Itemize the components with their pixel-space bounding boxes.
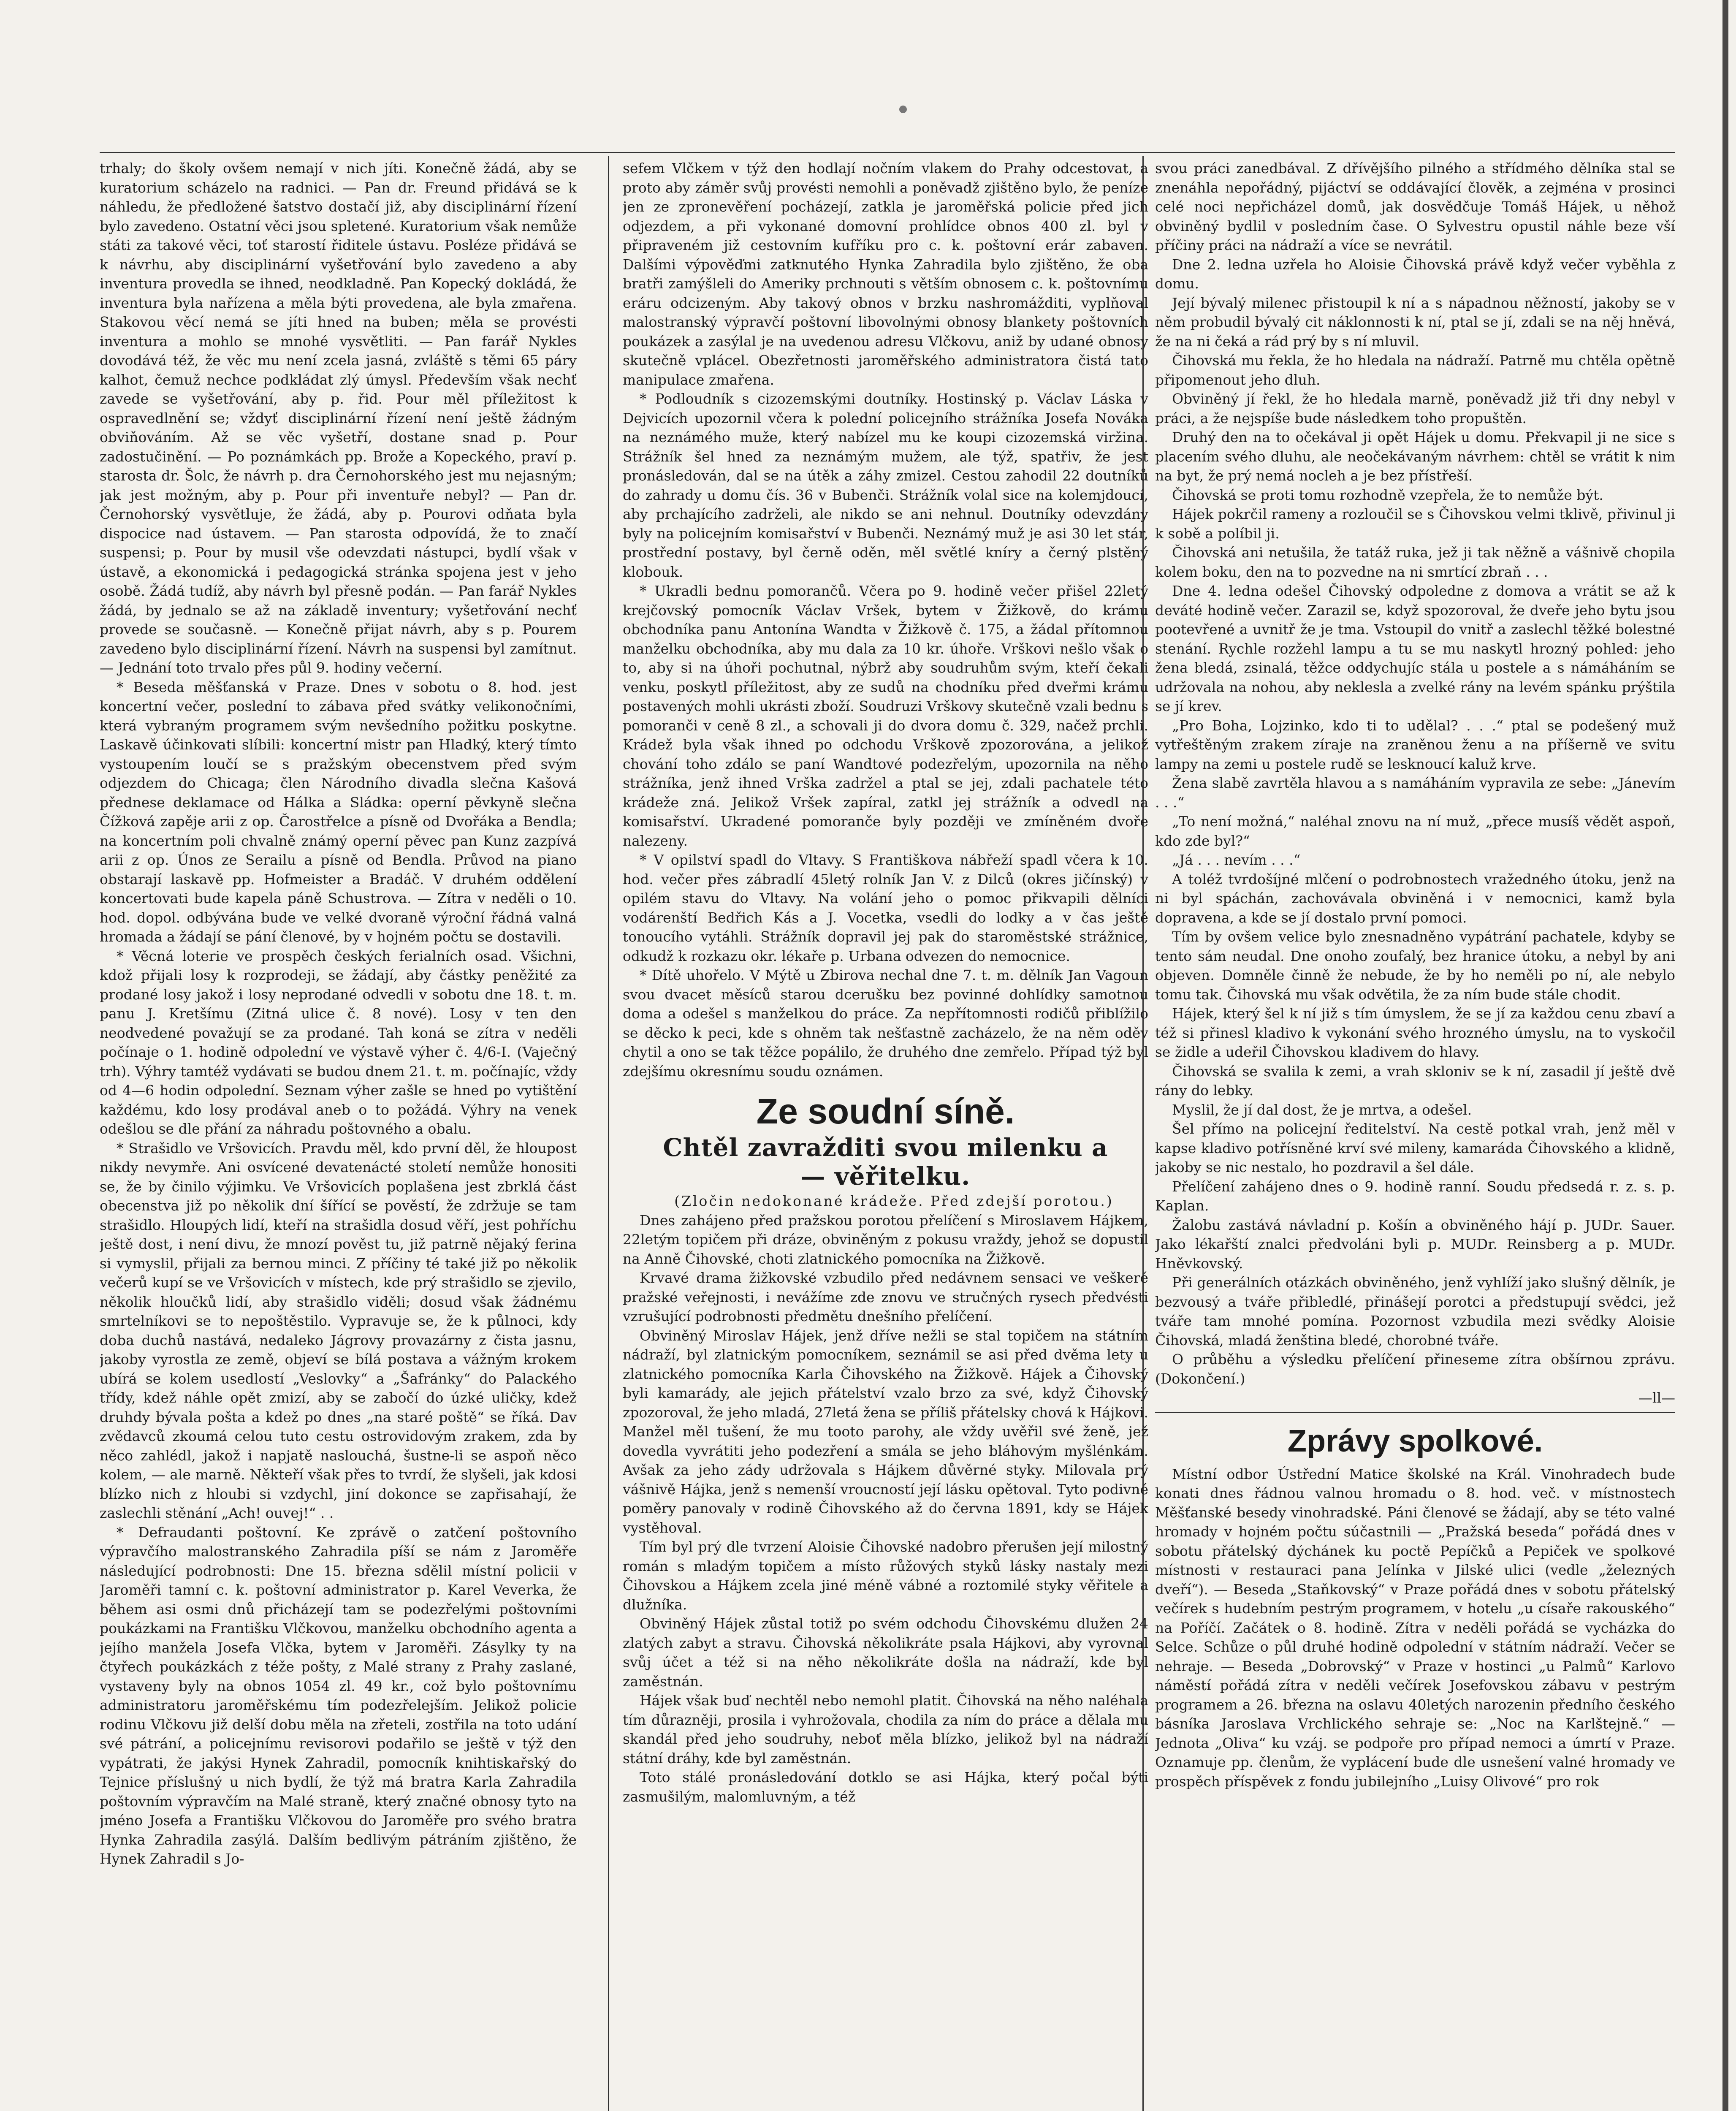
court-paragraph: Hájek, který šel k ní již s tím úmyslem, že se jí za každou cenu zbaví a též si přinesl kladivo k vykonání svého hrozného úmyslu, na to vyskočil se židle a udeřil Čihovskou kladivem do hlavy. (1155, 1005, 1675, 1060)
court-paragraph: Žena slabě zavrtěla hlavou a s namáháním vypravila ze sebe: „Jánevím . . .“ (1155, 775, 1675, 811)
column-rule-1 (608, 156, 609, 2111)
court-paragraph: Dne 2. ledna uzřela ho Aloisie Čihovská právě když večer vyběhla z domu. (1155, 256, 1675, 292)
page-edge-right (1722, 0, 1728, 2111)
court-paragraph: Obviněný Hájek zůstal totiž po svém odchodu Čihovskému dlužen 24 zlatých zabyt a stravu. Čihovská několikráte psala Hájkovi, aby vyrovnal svůj účet a též si na něho několikráte došla na nádraží, kde byl zaměstnán. (623, 1615, 1148, 1690)
court-paragraph: Čihovská mu řekla, že ho hledala na nádraží. Patrně mu chtěla opětně připomenout jeho dluh. (1155, 352, 1675, 388)
club-news-paragraph: Místní odbor Ústřední Matice školské na Král. Vinohradech bude konati dnes řádnou valnou hromadu o 8. hod. več. v místnostech Měšťanské besedy vinohradské. Páni členové se žádají, aby se této valné hromady v hojném počtu súčastnili — „Pražská beseda“ pořádá dnes v sobotu přátelský dýchánek ku poctě Pepíčků a Pepiček ve spolkové místnosti v restauraci pana Jelínka v Jilské ulici (vedle „železných dveří“). — Beseda „Staňkovský“ v Praze pořádá dnes v sobotu přátelský večírek s hudebním pestrým programem, v hotelu „u císaře rakouského“ na Poříčí. Začátek o 8. hodině. Zítra v neděli pořádá se vycházka do Selce. Schůze o půl druhé hodině odpolední v státním nádraží. Večer se nehraje. — Beseda „Dobrovský“ v Praze v hostinci „u Palmů“ Karlovo náměstí pořádá zítra v neděli večírek Josefovskou zábavu v pestrým programem a 26. března na oslavu 40letých narozenin předního českého básníka Jaroslava Vrchlického sehraje se: „Noc na Karlštejně.“ — Jednota „Oliva“ ku vzáj. se podpoře pro případ nemoci a úmrtí v Praze. Oznamuje pp. členům, že vyplácení bude dle usnešení valné hromady ve prospěch příspěvek z fondu jubilejního „Luisy Olivové“ pro rok (1155, 1465, 1675, 1790)
court-paragraph: „To není možná,“ naléhal znovu na ní muž, „přece musíš vědět aspoň, kdo zde byl?“ (1155, 813, 1675, 849)
court-paragraph: O průběhu a výsledku přelíčení přineseme zítra obšírnou zprávu. (Dokončení.) (1155, 1351, 1675, 1387)
court-paragraph: Šel přímo na policejní ředitelství. Na cestě potkal vrah, jenž měl v kapse kladivo potřísněné krví své mileny, kamaráda Čihovského a klidně, jakoby se nic nestalo, ho pozdravil a šel dále. (1155, 1121, 1675, 1175)
column-3 (1155, 159, 1675, 2111)
column-2 (623, 159, 1148, 2111)
news-item-pomorance: * Ukradli bednu pomorančů. Včera po 9. hodině večer přišel 22letý krejčovský pomocník Václav Vršek, bytem v Žižkově, do krámu obchodníka panu Antonína Wandta v Žižkově č. 175, a žádal přítomnou manželku obchodníka, aby mu dala za 10 kr. úhoře. Vrškovi nešlo však o to, aby si na úhoři pochutnal, nýbrž aby soudruhům svým, kteří čekali venku, poskytl příležitost, aby ze sudů na chodníku před dveřmi krámu postavených mohli ukrásti zboží. Soudruzi Vrškovy skutečně vzali bednu s pomoranči v ceně 8 zl., a schovali ji do dvora domu č. 329, načež prchli. Krádež byla však ihned po odchodu Vrškově zpozorována, a jelikož chování toho zdálo se paní Wandtové podezřelým, upozornila na něho strážníka, jenž ihned Vrška zadržel a ptal se jej, zdali pachatele této krádeže zná. Jelikož Vršek zapíral, zatkl jej strážník a odvedl na komisařství. Ukradené pomoranče byly později ve zmíněném dvoře nalezeny. (623, 583, 1148, 849)
news-item-loterie: * Věcná loterie ve prospěch českých ferialních osad. Všichni, kdož přijali losy k rozprodeji, se žádají, aby částky peněžité za prodané losy jakož i losy neprodané odvedli v sobotu dne 18. t. m. panu J. Kretšímu (Zitná ulice č. 8 nové). Losy v ten den neodvedené považují se za prodané. Tah koná se zítra v neděli počínaje o 1. hodině odpolední ve výstavě výher č. 4/6-I. (Vaječný trh). Výhry tamtéž vydávati se budou dnem 21. t. m. počínajíc, vždy od 4—6 hodin odpolední. Seznam výher zašle se hned po vytištění každému, kdo losy prodával aneb o to požádá. Výhry na venek odešlou se dle přání za náhradu poštovného a obalu. (100, 947, 577, 1137)
news-item-vltava: * V opilství spadl do Vltavy. S Františkova nábřeží spadl včera k 10. hod. večer přes zábradlí 45letý rolník Jan V. z Dilců (okres jičínský) v opilém stavu do Vltavy. Na volání jeho o pomoc přikvapili dělníci vodárenští Bedřich Kás a J. Vocetka, vsedli do lodky a v čas ještě tonoucího vytáhli. Strážník dopravil jej pak do staroměstské strážnice, odkudž k rozkazu okr. lékaře p. Urbana odvezen do nemocnice. (623, 852, 1148, 964)
section-title-clubs: Zprávy spolkové. (1287, 1423, 1543, 1458)
court-paragraph: Při generálních otázkách obviněného, jenž vyhlíží jako slušný dělník, je bezvousý a tváře přibledlé, přinášejí porotci a předstupují svědci, jež tváře tam mnohé pomína. Pozornost vzbudila mezi svědky Aloisie Čihovská, mladá ženština bledé, chorobné tváře. (1155, 1274, 1675, 1349)
court-paragraph: Čihovská se proti tomu rozhodně vzepřela, že to nemůže být. (1172, 486, 1603, 503)
court-paragraph: Dnes zahájeno před pražskou porotou přelíčení s Miroslavem Hájkem, 22letým topičem při dráze, obviněným z pokusu vraždy, jehož se dopustil na Anně Čihovské, choti zlatnického pomocníka na Žižkově. (623, 1212, 1148, 1267)
court-paragraph: Tím byl prý dle tvrzení Aloisie Čihovské nadobro přerušen její milostný román s mladým topičem a místo růžových styků lásky nastaly mezi Čihovskou a Hájkem zcela jiné méně vábné a roztomilé styky věřitele a dlužníka. (623, 1538, 1148, 1613)
news-item-defraudanti: * Defraudanti poštovní. Ke zprávě o zatčení poštovního výpravčího malostranského Zahradila píší se nám z Jaroměře následující podrobnosti: Dne 15. března sdělil místní policii v Jaroměři tamní c. k. poštovní administrator p. Karel Veverka, že během asi osmi dnů přicházejí tam se podezřelými poštovními poukázkami na Františku Vlčkovou, manželku obchodního agenta a jejího manžela Josefa Vlčka, bytem v Jaroměři. Zásylky ty na čtyřech poukázkách z téže pošty, z Malé strany z Prahy zaslané, vystaveny byly na obnos 1054 zl. 49 kr., což bylo poštovnímu administratoru jaroměřskému tím podezřelejším. Jelikož policie rodinu Vlčkovu již delší dobu měla na zřeteli, zostřila na toto udání své pátrání, a policejnímu revisorovi podařilo se ještě v týž den vypátrati, že jakýsi Hynek Zahradil, pomocník knihtiskařský do Tejnice příslušný u nich bydlí, že týž má bratra Karla Zahradila poštovním výpravčím na Malé straně, který značné obnosy tyto na jméno Josefa a Františku Vlčkovou do Jaroměře pro svého bratra Hynka Zahradila zasýlá. Dalším bedlivým pátráním zjištěno, že Hynek Zahradil s Jo- (100, 1524, 577, 1867)
court-paragraph: A toléž tvrdošíjné mlčení o podrobnostech vražedného útoku, jenž na ni byl spáchán, zachovávala obviněná i v nemocnici, kamž byla dopravena, a kde se jí dostalo první pomoci. (1155, 871, 1675, 926)
court-paragraph: Žalobu zastává návladní p. Košín a obviněného hájí p. JUDr. Sauer. Jako lékařští znalci předvoláni byli p. MUDr. Reinsberg a p. MUDr. Hněvkovský. (1155, 1216, 1675, 1272)
court-paragraph: Krvavé drama žižkovské vzbudilo před nedávnem sensaci ve veškeré pražské veřejnosti, i nevážíme zde znovu ve stručných rysech předvésti vzrušující podrobnosti předmětu dnešního přelíčení. (623, 1270, 1148, 1324)
court-paragraph: Hájek pokrčil rameny a rozloučil se s Čihovskou velmi tklivě, přivinul ji k sobě a políbil ji. (1155, 506, 1675, 542)
news-item-beseda: * Beseda měšťanská v Praze. Dnes v sobotu o 8. hod. jest koncertní večer, poslední to zábava před svátky velikonočními, která vybraným programem svým nevšedního požitku poskytne. Laskavě účinkovati slíbili: koncertní mistr pan Hladký, který tímto vystoupením loučí se s pražským obecenstvem před svým odjezdem do Chicaga; člen Národního divadla slečna Kašová přednese deklamace od Hálka a Sládka: operní pěvkyně slečna Čížková zapěje arii z op. Čarostřelce a písně od Dvořáka a Bendla; na koncertním poli chvalně známý operní pěvec pan Kunz zazpívá arii z op. Únos ze Serailu a písně od Bendla. Průvod na piano obstarají laskavě pp. Hofmeister a Bradáč. V druhém oddělení koncertovati bude kapela páně Schustrova. — Zítra v neděli o 10. hod. dopol. odbývána bude ve velké dvoraně výroční řádná valná hromada a žádají se pání členové, by v hojném počtu se dostavili. (100, 678, 577, 945)
news-item-podloudnik: * Podloudník s cizozemskými doutníky. Hostinský p. Václav Láska v Dejvicích upozornil včera k polední policejního strážníka Josefa Nováka na neznámého muže, který nabízel mu ke koupi cizozemská viržina. Strážník šel hned za neznámým mužem, ale týž, spatřiv, že jest pronásledován, dal se na útěk a záhy zmizel. Cestou zahodil 22 doutníků do zahrady u domu čís. 36 v Bubenči. Strážník volal sice na kolemjdoucí, aby prchajícího zadrželi, ale nikdo se ani nehnul. Doutníky odevzdány byly na policejním komisařství v Bubenči. Neznámý muž je asi 30 let stár, prostřední postavy, byl černě oděn, měl světlé kníry a černý plstěný klobouk. (623, 391, 1148, 580)
news-item-dite: * Dítě uhořelo. V Mýtě u Zbirova nechal dne 7. t. m. dělník Jan Vagoun svou dvacet měsíců starou dcerušku bez povinné dohlídky samotnou doma a odešel s manželkou do práce. Za nepřítomnosti rodičů přiblížilo se děcko k peci, kde s ohněm tak nešťastně zacházelo, že na něm oděv chytil a ono se tak těžce popálilo, že druhého dne zemřelo. Případ týž byl zdejšímu okresnímu soudu oznámen. (623, 967, 1148, 1080)
court-paragraph: Hájek však buď nechtěl nebo nemohl platit. Čihovská na něho naléhala tím důrazněji, prosila i vyhrožovala, chodila za ním do práce a dělala mu skandál před jeho soudruhy, neboť měla blízko, jelikož byl na nádraží státní dráhy, kde byl zaměstnán. (623, 1692, 1148, 1766)
court-paragraph: Obviněný Miroslav Hájek, jenž dříve nežli se stal topičem na státním nádraží, byl zlatnickým pomocníkem, seznámil se asi před dvěma lety u zlatnického pomocníka Karla Čihovského na Žižkově. Hájek a Čihovský byli kamarády, ale jejich přátelství vzalo brzo za své, když Čihovský zpozoroval, že jeho mladá, 27letá žena se příliš přátelsky chová k Hájkovi. Manžel měl tušení, že mu tooto parohy, ale vždy uvěřil své ženě, jež dovedla vyvrátiti jeho podezření a smála se jeho bláhovým myšlénkám. Avšak za jeho zády udržovala s Hájkem důvěrné styky. Milovala prý vášnivě Hájka, jenž s nemenší vroucností její lásku opětoval. Tyto podivné poměry panovaly v rodině Čihovského až do června 1891, kdy se Hájek vystěhoval. (623, 1327, 1148, 1536)
print-speck (899, 106, 907, 113)
court-paragraph: Její bývalý milenec přistoupil k ní a s nápadnou něžností, jakoby se v něm probudil bývalý cit náklonnosti k ní, ptal se jí, zdali se na něj hněvá, že na ni čeká a rád prý by s ní mluvil. (1155, 294, 1675, 350)
court-paragraph: Přelíčení zahájeno dnes o 9. hodině ranní. Soudu předsedá r. z. s. p. Kaplan. (1155, 1178, 1675, 1214)
court-headline-line1: Chtěl zavražditi svou milenku a (663, 1133, 1108, 1162)
court-paragraph: Čihovská ani netušila, že tatáž ruka, jež ji tak něžně a vášnivě chopila kolem boku, den na to pozvedne na ni smrtící zbraň . . . (1155, 544, 1675, 580)
top-rule (100, 152, 1675, 153)
court-paragraph: „Pro Boha, Lojzinko, kdo ti to udělal? . . .“ ptal se podešený muž vytřeštěným zrakem zíraje na zraněnou ženu a na příšerně ve svitu lampy na zemi u postele rudě se lesknoucí kaluž krve. (1155, 717, 1675, 772)
court-paragraph: „Já . . . nevím . . .“ (1172, 852, 1301, 868)
section-divider (1155, 1412, 1675, 1413)
author-signature: —ll— (1638, 1389, 1675, 1406)
column-1 (100, 159, 577, 2111)
section-title-court: Ze soudní síně. (756, 1091, 1015, 1131)
court-paragraph: Obviněný jí řekl, že ho hledala marně, poněvadž již tři dny nebyl v práci, a že nejspíše bude následkem toho propuštěn. (1155, 391, 1675, 426)
article-paragraph: trhaly; do školy ovšem nemají v nich jíti. Konečně žádá, aby se kuratorium scházelo na radnici. — Pan dr. Freund přidává se k náhledu, že předložené šatstvo dostačí již, aby disciplinární řízení bylo zavedeno. Ostatní věci jsou spletené. Kuratorium však nemůže státi za takové věci, toť starostí řiditele ústavu. Posléze přidává se k návrhu, aby disciplinární vyšetřování bylo zavedeno a aby inventura provedla se ihned, neodkladně. Pan Kopecký dokládá, že inventura byla nařízena a měla býti provedena, ale byla zmařena. Stakovou věcí nemá se jíti hned na buben; měla se provésti inventura a mohlo se mnohé vysvětliti. — Pan farář Nykles dovodává též, že věc mu není zcela jasná, zvláště s těmi 65 páry kalhot, čemuž nechce podkládat zlý úmysl. Především však nechť zavede se vyšetřování, aby p. řid. Pour měl příležitost k ospravedlnění se; vždyť disciplinární řízení není ještě žádným obviňováním. Až se věc vyšetří, dostane snad p. Pour zadostučinění. — Po poznámkách pp. Brože a Kopeckého, praví p. starosta dr. Šolc, že návrh p. dra Černohorského jest mu nejasným; jak jest možným, aby p. Pour při inventuře nebyl? — Pan dr. Černohorský vysvětluje, že žádá, aby p. Pourovi odňata byla dispocice nad ústavem. — Pan starosta odpovídá, že to značí suspensi; p. Pour by musil vše odevzdati nástupci, bydlí však v ústavě, a ekonomická i pedagogická stránka spojena jest v jeho osobě. Žádá tudíž, aby návrh byl přesně podán. — Pan farář Nykles žádá, by jednalo se až na základě inventury; vyšetřování nechť provede se současně. — Konečně přijat návrh, aby s p. Pourem zavedeno bylo disciplinární řízení. Návrh na suspensi byl zamítnut. — Jednání toto trvalo přes půl 9. hodiny večerní. (100, 160, 577, 676)
court-subheading: (Zločin nedokonané krádeže. Před zdejší porotou.) (674, 1193, 1114, 1209)
court-paragraph: Dne 4. ledna odešel Čihovský odpoledne z domova a vrátit se až k deváté hodině večer. Zarazil se, když spozoroval, že dveře jeho bytu jsou pootevřené a uvnitř že je tma. Vstoupil do vnitř a zaslechl těžké bolestné stenání. Rychle rozžehl lampu a tu se mu naskytl hrozný pohled: jeho žena bledá, zsinalá, těžce oddychujíc stála u postele a s námáháním se udržovala na nohou, aby neklesla a zvelké rány na levém spánku prýštila se jí krev. (1155, 583, 1675, 714)
court-paragraph: Myslil, že jí dal dost, že je mrtva, a odešel. (1172, 1101, 1472, 1118)
court-paragraph: svou práci zanedbával. Z dřívějšího pilného a střídmého dělníka stal se znenáhla nepořádný, pijáctví se oddávající člověk, a zejména v prosinci celé noci nepřicházel domů, jak dosvědčuje Tomáš Hájek, u něhož obviněný bydlil v posledním čase. O Sylvestru opustil náhle beze vší příčiny práci na nádraží a více se nevrátil. (1155, 160, 1675, 253)
court-paragraph: Druhý den na to očekával ji opět Hájek u domu. Překvapil ji ne sice s placením svého dluhu, ale neočekávaným návrhem: chtěl se vrátit k nim na byt, že prý nemá nocleh a je bez přístřeší. (1155, 429, 1675, 484)
court-paragraph: Tím by ovšem velice bylo znesnadněno vypátrání pachatele, kdyby se tento sám neudal. Dne onoho zoufalý, bez hranice útoku, a nebyl by ani objeven. Domněle činně že nebude, že by ho neměli po ní, ale nebylo tomu tak. Čihovská mu však odvětila, že za ním bude stále chodit. (1155, 928, 1675, 1003)
news-item-strasidlo: * Strašidlo ve Vršovicích. Pravdu měl, kdo první děl, že hloupost nikdy nevymře. Ani osvícené devatenácté století nemůže honositi se, že by činilo výjimku. Ve Vršovicích poplašena jest zbrklá část obecenstva již po několik dní šířící se pověstí, že zdržuje se tam strašidlo. Hloupých lidí, kteří na strašidla dosud věří, jest pohříchu ještě dost, i není divu, že mnozí pověst tu, již patrně nějaký ferina si vymyslil, přijali za bernou minci. Z příčiny té také již po několik večerů kupí se ve Vršovicích v místech, kde prý strašidlo se zjevilo, několik hloučků lidí, aby strašidlo viděli; dosud však žádnému smrtelníkovi se to nepoštěstilo. Vypravuje se, že k půlnoci, kdy doba duchů nastává, nedaleko Jágrovy provazárny z čista jasnu, jakoby vyrostla ze země, objeví se bílá postava a vážným krokem ubírá se kolem usedlostí „Veslovky“ a „Šafránky“ do Palackého třídy, kdež náhle opět zmizí, aby se zabočí do úzké uličky, kdež druhdy bývala pošta a kdež po dnes „na staré poště“ se říká. Dav zvědavců zkoumá celou tuto cestu ostrovidovým zrakem, zda by něco zahlédl, jakož i napjatě naslouchá, šustne-li se aspoň něco kolem, — ale marně. Někteří však přes to tvrdí, že slyšeli, jak kdosi blízko nich z hloubi si vzdychl, jiní dokonce se zapřisahají, že zaslechli stěnání „Ach! ouvej!“ . . (100, 1140, 577, 1521)
court-paragraph: Toto stálé pronásledování dotklo se asi Hájka, který počal býti zasmušilým, malomluvným, a též (623, 1769, 1148, 1805)
court-paragraph: Čihovská se svalila k zemi, a vrah skloniv se k ní, zasadil jí ještě dvě rány do lebky. (1155, 1063, 1675, 1099)
court-headline-line2: — věřitelku. (800, 1162, 971, 1191)
article-continuation: sefem Vlčkem v týž den hodlají nočním vlakem do Prahy odcestovat, a proto aby záměr svůj provésti nemohli a poněvadž zjištěno bylo, že peníze jen ze zpronevěření pocházejí, zatkla je jaroměřská policie před jich odjezdem, a při vykonané domovní prohlídce obnos 400 zl. byl v připraveném již cestovním kufříku pro c. k. poštovní erár zabaven. Dalšími výpověďmi zatknutého Hynka Zahradila bylo zjištěno, že oba bratři zamýšleli do Ameriky prchnouti s větším obnosem c. k. poštovnímu eráru odcizeným. Aby takový obnos v brzku nashromážditi, vyplňoval malostranský výpravčí poštovní libovolnými obnosy blankety poštovních poukázek a zasýlal je na uvedenou adresu Vlčkovu, aniž by udané obnosy skutečně vplácel. Obezřetnosti jaroměřského administratora čistá tato manipulace zmařena. (623, 160, 1148, 388)
